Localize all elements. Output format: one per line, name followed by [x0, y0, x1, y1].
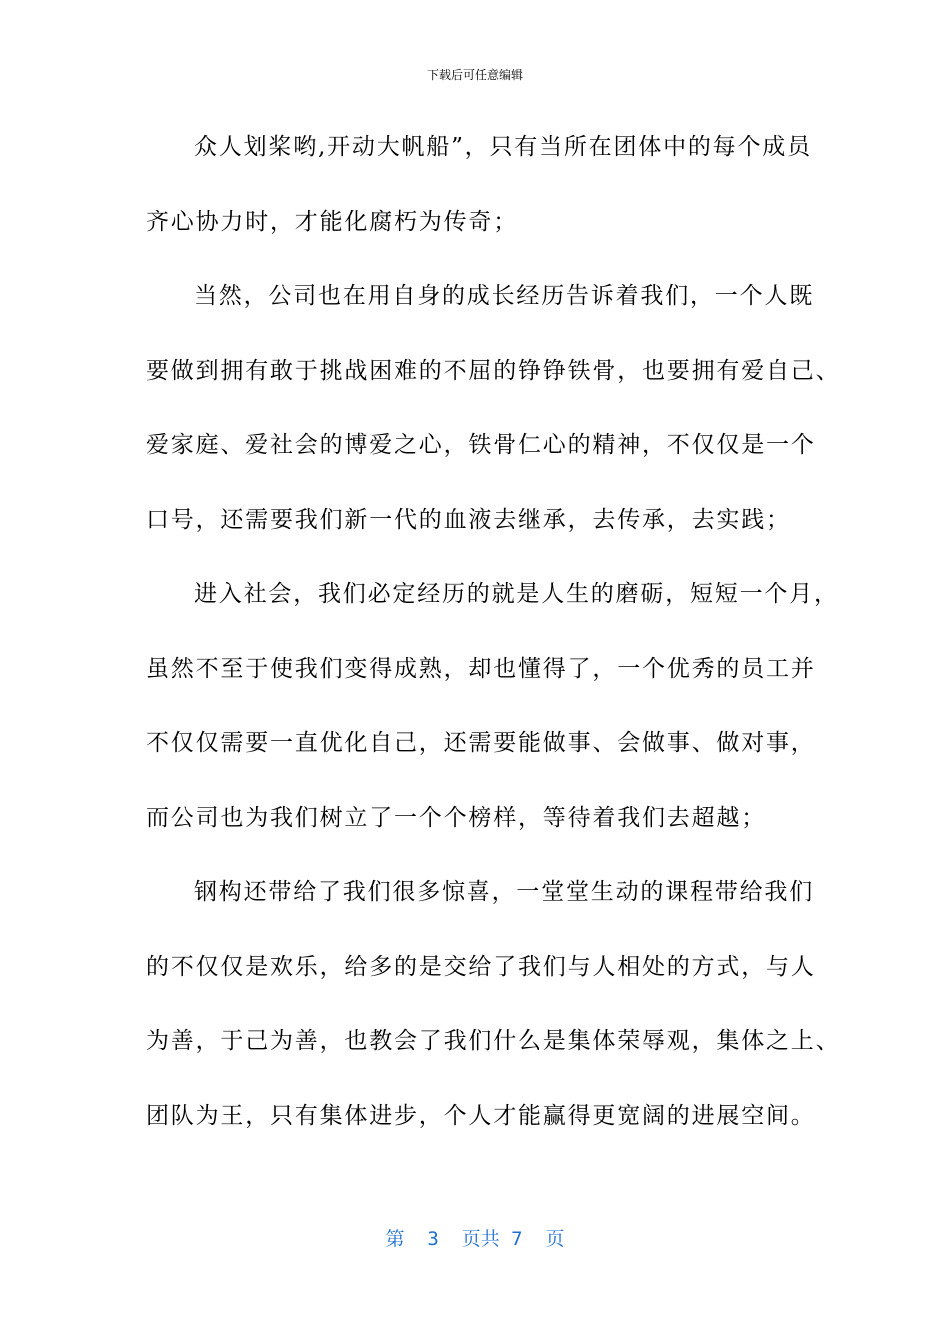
- text-line: 进入社会，我们必定经历的就是人生的磨砺，短短一个月，: [194, 581, 839, 607]
- text-line: 爱家庭、爱社会的博爱之心，铁骨仁心的精神，不仅仅是一个: [146, 432, 816, 458]
- text-line: 虽然不至于使我们变得成熟，却也懂得了，一个优秀的员工并: [146, 655, 816, 682]
- document-body: [146, 120, 841, 1163]
- text-line: 众人划桨哟,开动大帆船”，只有当所在团体中的每个成员: [194, 134, 812, 160]
- text-line: 当然，公司也在用自身的成长经历告诉着我们，一个人既: [194, 283, 814, 309]
- page-number-footer: 第 3 页共 7 页: [385, 1228, 565, 1250]
- text-line: 不仅仅需要一直优化自己，还需要能做事、会做事、做对事，: [146, 730, 816, 756]
- text-line: 的不仅仅是欢乐，给多的是交给了我们与人相处的方式，与人: [146, 953, 816, 980]
- text-line: 为善，于己为善，也教会了我们什么是集体荣辱观，集体之上、: [146, 1028, 841, 1054]
- text-line: 要做到拥有敢于挑战困难的不屈的铮铮铁骨，也要拥有爱自己、: [146, 357, 841, 384]
- text-line: 团队为王，只有集体进步，个人才能赢得更宽阔的进展空间。: [146, 1102, 816, 1129]
- text-line: 钢构还带给了我们很多惊喜，一堂堂生动的课程带给我们: [194, 879, 814, 905]
- header-note: 下载后可任意编辑: [426, 68, 523, 82]
- text-line: 口号，还需要我们新一代的血液去继承，去传承，去实践；: [146, 506, 791, 533]
- text-line: 齐心协力时，才能化腐朽为传奇；: [146, 208, 518, 235]
- text-line: 而公司也为我们树立了一个个榜样，等待着我们去超越；: [146, 804, 766, 831]
